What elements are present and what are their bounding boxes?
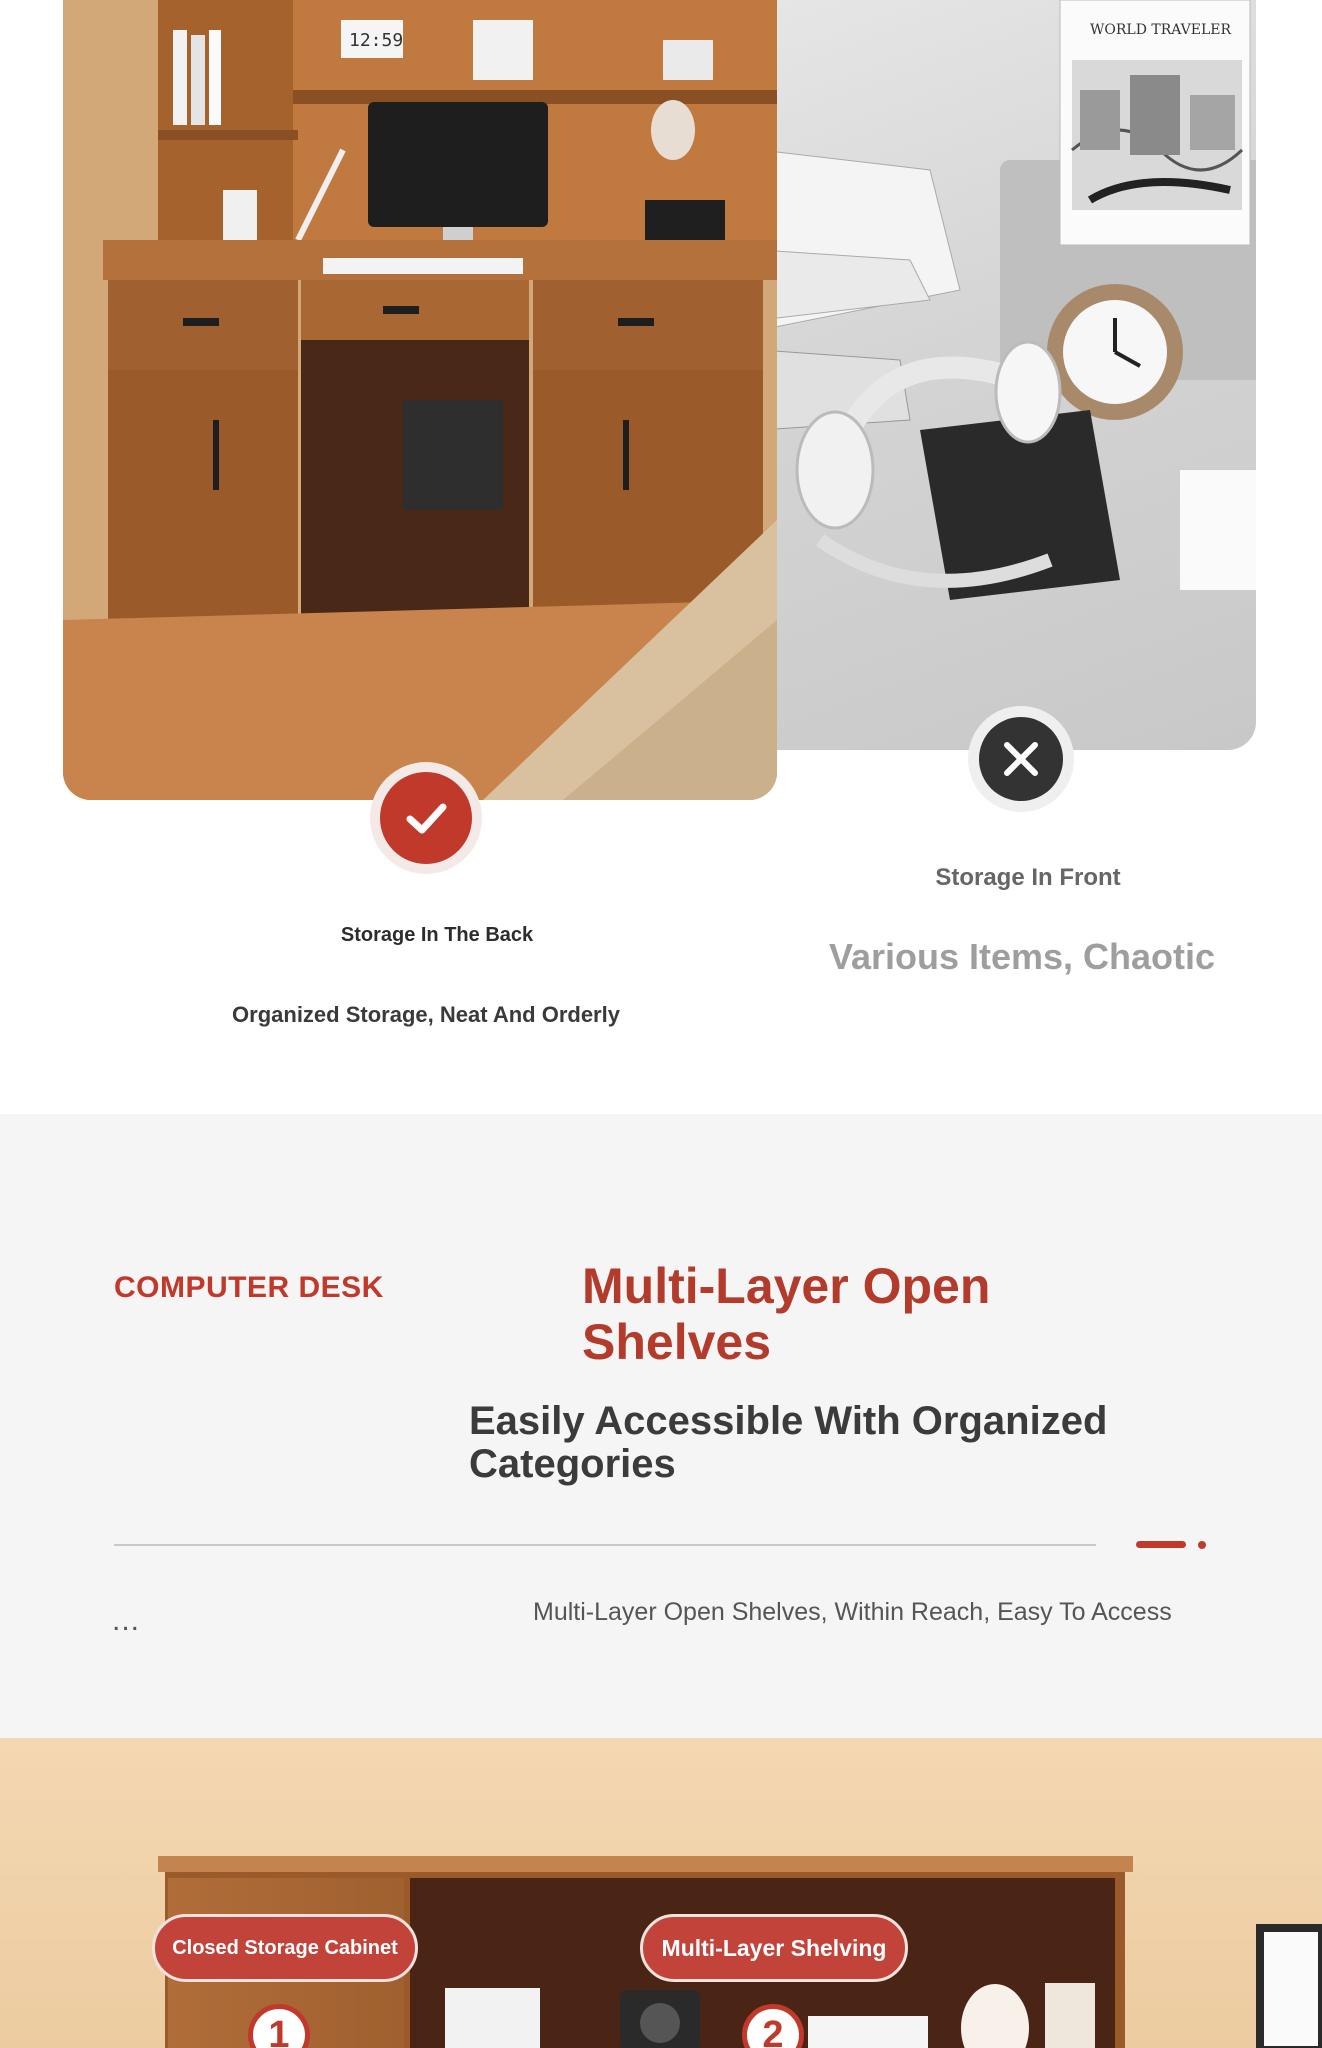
- digital-clock-text: 12:59: [349, 30, 404, 51]
- close-icon: [998, 736, 1044, 782]
- chaotic-desk-illustration: [760, 0, 1256, 750]
- feature-info-section: [0, 1114, 1322, 1738]
- accent-dot: [1198, 1541, 1206, 1549]
- organized-desk-photo: [63, 0, 777, 800]
- accent-dash: [1136, 1541, 1186, 1548]
- divider-line: [114, 1544, 1096, 1546]
- organized-desk-illustration: [63, 0, 777, 800]
- desk-feature-photo: [0, 1738, 1322, 2048]
- cross-badge: [968, 706, 1074, 812]
- calendar-title: WORLD TRAVELER: [1090, 22, 1232, 38]
- storage-front-caption: Various Items, Chaotic: [828, 936, 1216, 977]
- check-icon: [400, 792, 452, 844]
- feature-description: Multi-Layer Open Shelves, Within Reach, Easy To Access: [533, 1598, 1172, 1626]
- picture-frame: [1256, 1924, 1322, 2048]
- chaotic-desk-photo: [760, 0, 1256, 750]
- storage-back-caption: Organized Storage, Neat And Orderly: [232, 1002, 620, 1027]
- feature-number-1: 1: [248, 2004, 310, 2048]
- feature-title: Multi-Layer Open Shelves: [582, 1258, 991, 1370]
- ellipsis-icon: ...: [112, 1604, 141, 1637]
- closed-storage-cabinet-tag: Closed Storage Cabinet: [152, 1914, 418, 1982]
- storage-front-label: Storage In Front: [935, 864, 1121, 891]
- check-badge: [370, 762, 482, 874]
- shelf-items-illustration: [0, 1738, 1322, 2048]
- multi-layer-shelving-tag: Multi-Layer Shelving: [640, 1914, 908, 1982]
- brand-label: COMPUTER DESK: [114, 1271, 384, 1304]
- feature-subtitle: Easily Accessible With Organized Categories: [469, 1399, 1108, 1486]
- feature-number-2: 2: [742, 2004, 804, 2048]
- storage-back-label: Storage In The Back: [340, 924, 534, 946]
